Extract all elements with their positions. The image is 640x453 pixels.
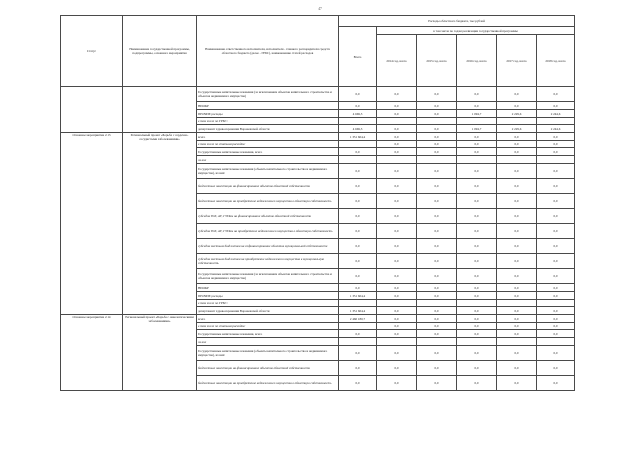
expense-label: НИОКР — [197, 102, 339, 110]
year-value: 0,0 — [497, 224, 537, 239]
year-value: 0,0 — [497, 361, 537, 376]
year-value: 0,0 — [457, 164, 497, 179]
year-value: 0,0 — [377, 376, 417, 391]
expense-label: Государственные капитальные вложения, всего — [197, 148, 339, 156]
year-value: 2 244,6 — [537, 125, 575, 133]
expense-label: субсидии местным бюджетам на софинансирование объектов муниципальной собственности — [197, 239, 339, 254]
program-cell: Региональный проект «Борьба с сердечно-сосудистыми заболеваниями» — [123, 133, 197, 315]
year-value: 0,0 — [537, 141, 575, 148]
year-value — [497, 338, 537, 346]
year-value: 0,0 — [417, 346, 457, 361]
year-value: 0,0 — [457, 141, 497, 148]
year-value: 0,0 — [497, 292, 537, 300]
year-value — [497, 156, 537, 164]
year-value: 0,0 — [377, 125, 417, 133]
year-value: 0,0 — [457, 224, 497, 239]
year-value: 0,0 — [377, 307, 417, 315]
year-value: 0,0 — [537, 239, 575, 254]
year-value: 0,0 — [457, 269, 497, 284]
table-row — [61, 315, 575, 323]
year-value: 2 244,6 — [537, 110, 575, 118]
year-value: 0,0 — [377, 330, 417, 338]
year-value: 0,0 — [537, 224, 575, 239]
total-value: 0,0 — [339, 194, 377, 209]
year-value: 0,0 — [457, 346, 497, 361]
total-value: 0,0 — [339, 284, 377, 292]
year-value: 0,0 — [457, 330, 497, 338]
year-value: 0,0 — [457, 179, 497, 194]
year-value: 0,0 — [377, 269, 417, 284]
year-value — [417, 156, 457, 164]
year-value — [457, 156, 497, 164]
year-value: 0,0 — [377, 346, 417, 361]
year-value — [497, 300, 537, 307]
year-value: 0,0 — [537, 179, 575, 194]
year-value: 0,0 — [377, 292, 417, 300]
total-value — [339, 156, 377, 164]
year-value: 0,0 — [457, 209, 497, 224]
year-value: 0,0 — [497, 148, 537, 156]
year-value: 0,0 — [457, 102, 497, 110]
year-value: 0,0 — [497, 133, 537, 141]
year-value: 0,0 — [417, 148, 457, 156]
year-value: 0,0 — [497, 254, 537, 269]
year-value: 0,0 — [537, 292, 575, 300]
status-cell: Основное мероприятие 2.13 — [61, 133, 123, 315]
year-value: 0,0 — [457, 315, 497, 323]
total-value: 0,0 — [339, 346, 377, 361]
year-value — [377, 300, 417, 307]
total-value: 0,0 — [339, 269, 377, 284]
total-value: 0,0 — [339, 164, 377, 179]
expense-label: ПРОЧИЕ расходы — [197, 292, 339, 300]
year-value: 1 094,7 — [457, 125, 497, 133]
year-value — [497, 118, 537, 125]
total-value — [339, 118, 377, 125]
year-value: 0,0 — [497, 179, 537, 194]
year-value: 0,0 — [417, 269, 457, 284]
total-value: 1 351 604,4 — [339, 292, 377, 300]
year-value: 0,0 — [537, 376, 575, 391]
expense-label: ПРОЧИЕ расходы — [197, 110, 339, 118]
total-value: 2 460 180,7 — [339, 315, 377, 323]
header-status: Статус — [61, 16, 123, 87]
total-value: 0,0 — [339, 239, 377, 254]
year-value: 0,0 — [537, 148, 575, 156]
year-value: 0,0 — [417, 307, 457, 315]
status-cell — [61, 87, 123, 133]
year-value: 0,0 — [377, 110, 417, 118]
expense-label: бюджетные инвестиции на приобретение недвижимого имущества в областную собственность — [197, 376, 339, 391]
expense-label: в том числе по статьям расходов: — [197, 141, 339, 148]
expense-label: департамент здравоохранения Воронежской области — [197, 125, 339, 133]
year-value: 0,0 — [417, 133, 457, 141]
year-value: 0,0 — [497, 164, 537, 179]
year-value: 0,0 — [377, 315, 417, 323]
header-year: 2015 год, всего — [417, 35, 457, 87]
year-value: 0,0 — [497, 346, 537, 361]
year-value: 0,0 — [417, 194, 457, 209]
year-value: 0,0 — [537, 133, 575, 141]
expense-label: Государственные капитальные вложения, всего — [197, 330, 339, 338]
year-value: 0,0 — [417, 179, 457, 194]
year-value — [537, 300, 575, 307]
expense-label: Государственные капитальные вложения (объекты капитального строительства и недвижимого имущества), из них: — [197, 346, 339, 361]
year-value — [377, 118, 417, 125]
year-value: 0,0 — [457, 292, 497, 300]
budget-table — [60, 15, 575, 391]
year-value: 0,0 — [377, 133, 417, 141]
year-value: 0,0 — [537, 87, 575, 102]
year-value: 0,0 — [457, 284, 497, 292]
year-value: 0,0 — [497, 209, 537, 224]
total-value: 0,0 — [339, 102, 377, 110]
total-value: 0,0 — [339, 87, 377, 102]
table-row — [61, 133, 575, 141]
year-value — [417, 338, 457, 346]
year-value: 0,0 — [377, 254, 417, 269]
year-value: 0,0 — [377, 102, 417, 110]
year-value: 0,0 — [537, 346, 575, 361]
expense-label: Государственные капитальные вложения (за исключением объектов капитального строительства и объектов недвижимого имущества) — [197, 269, 339, 284]
year-value: 0,0 — [377, 87, 417, 102]
year-value: 0,0 — [417, 110, 457, 118]
total-value: 4 669,3 — [339, 125, 377, 133]
year-value: 0,0 — [537, 307, 575, 315]
year-value: 0,0 — [537, 194, 575, 209]
year-value: 0,0 — [417, 141, 457, 148]
year-value: 0,0 — [417, 284, 457, 292]
year-value — [377, 338, 417, 346]
year-value — [457, 338, 497, 346]
total-value: 1 351 604,4 — [339, 133, 377, 141]
year-value: 0,0 — [377, 209, 417, 224]
year-value: 0,0 — [457, 376, 497, 391]
year-value: 0,0 — [537, 284, 575, 292]
year-value: 0,0 — [377, 164, 417, 179]
year-value: 0,0 — [457, 239, 497, 254]
year-value: 0,0 — [457, 361, 497, 376]
header-year: 2016 год, всего — [457, 35, 497, 87]
expense-label: департамент здравоохранения Воронежской области — [197, 307, 339, 315]
year-value — [417, 118, 457, 125]
year-value: 0,0 — [497, 330, 537, 338]
total-value — [339, 323, 377, 330]
total-value — [339, 300, 377, 307]
total-value: 0,0 — [339, 179, 377, 194]
year-value: 0,0 — [497, 102, 537, 110]
year-value: 0,0 — [377, 179, 417, 194]
year-value: 0,0 — [497, 315, 537, 323]
year-value: 0,0 — [497, 307, 537, 315]
year-value: 0,0 — [417, 361, 457, 376]
expense-label: субсидии ЮЛ, АУ, ГУПам на финансирование объектов областной собственности — [197, 209, 339, 224]
year-value: 0,0 — [417, 125, 457, 133]
header-year: 2018 год, всего — [537, 35, 575, 87]
total-value — [339, 338, 377, 346]
year-value: 0,0 — [537, 164, 575, 179]
year-value: 0,0 — [497, 194, 537, 209]
total-value — [339, 141, 377, 148]
year-value: 0,0 — [417, 102, 457, 110]
header-executor: Наименование ответственного исполнителя, исполнителя - главного распорядителя средств областного бюджета (далее - ГРБС), наименование статей расходов — [197, 16, 339, 87]
program-cell: Региональный проект «Борьба с онкологическими заболеваниями» — [123, 315, 197, 391]
year-value: 0,0 — [537, 361, 575, 376]
year-value: 0,0 — [377, 148, 417, 156]
year-value: 0,0 — [457, 133, 497, 141]
year-value: 0,0 — [417, 164, 457, 179]
expense-label: всего — [197, 133, 339, 141]
header-by-years: в том числе по годам реализации государственной программы — [377, 27, 575, 35]
year-value: 0,0 — [417, 323, 457, 330]
expense-label: бюджетные инвестиции на приобретение недвижимого имущества в областную собственность — [197, 194, 339, 209]
total-value: 0,0 — [339, 148, 377, 156]
expense-label: в том числе по ГРБС: — [197, 300, 339, 307]
year-value: 0,0 — [457, 194, 497, 209]
expense-label: из них — [197, 156, 339, 164]
expense-label: Государственные капитальные вложения (за исключением объектов капитального строительства и объектов недвижимого имущества) — [197, 87, 339, 102]
header-year: 2014 год, всего — [377, 35, 417, 87]
table-body — [61, 16, 575, 391]
header-total: Всего — [339, 27, 377, 87]
total-value: 0,0 — [339, 361, 377, 376]
year-value: 0,0 — [497, 269, 537, 284]
year-value: 0,0 — [537, 315, 575, 323]
year-value: 0,0 — [417, 330, 457, 338]
expense-label: в том числе по ГРБС: — [197, 118, 339, 125]
year-value — [457, 118, 497, 125]
year-value: 0,0 — [537, 209, 575, 224]
year-value: 0,0 — [417, 239, 457, 254]
total-value: 0,0 — [339, 330, 377, 338]
year-value: 0,0 — [377, 194, 417, 209]
year-value: 0,0 — [497, 239, 537, 254]
header-expenses-group: Расходы областного бюджета, тыс.рублей — [339, 16, 575, 27]
year-value: 1 094,7 — [457, 110, 497, 118]
year-value: 0,0 — [457, 87, 497, 102]
year-value: 0,0 — [417, 315, 457, 323]
table-row — [61, 87, 575, 102]
expense-label: субсидии местным бюджетам на приобретение недвижимого имущества в муниципальную собственность — [197, 254, 339, 269]
total-value: 4 669,3 — [339, 110, 377, 118]
expense-label: бюджетные инвестиции на финансирование объектов областной собственности — [197, 179, 339, 194]
year-value: 0,0 — [457, 148, 497, 156]
year-value: 2 229,6 — [497, 125, 537, 133]
status-cell: Основное мероприятие 2.14 — [61, 315, 123, 391]
page-number: 47 — [318, 7, 322, 11]
year-value: 0,0 — [457, 254, 497, 269]
year-value: 0,0 — [537, 269, 575, 284]
year-value — [377, 156, 417, 164]
year-value: 0,0 — [537, 254, 575, 269]
total-value: 0,0 — [339, 254, 377, 269]
year-value: 0,0 — [497, 87, 537, 102]
year-value: 0,0 — [377, 361, 417, 376]
year-value: 0,0 — [417, 209, 457, 224]
year-value: 0,0 — [537, 330, 575, 338]
expense-label: бюджетные инвестиции на финансирование объектов областной собственности — [197, 361, 339, 376]
year-value — [537, 118, 575, 125]
year-value: 0,0 — [417, 224, 457, 239]
year-value — [537, 156, 575, 164]
expense-label: Государственные капитальные вложения (объекты капитального строительства и недвижимого имущества), из них: — [197, 164, 339, 179]
program-cell — [123, 87, 197, 133]
year-value: 0,0 — [377, 284, 417, 292]
year-value — [457, 300, 497, 307]
header-year: 2017 год, всего — [497, 35, 537, 87]
year-value: 0,0 — [457, 307, 497, 315]
year-value — [537, 338, 575, 346]
header-row-1 — [61, 16, 575, 27]
expense-label: в том числе по статьям расходов: — [197, 323, 339, 330]
year-value: 0,0 — [417, 292, 457, 300]
year-value: 0,0 — [377, 239, 417, 254]
year-value: 0,0 — [497, 284, 537, 292]
year-value: 0,0 — [497, 323, 537, 330]
expense-label: из них — [197, 338, 339, 346]
year-value: 0,0 — [417, 87, 457, 102]
year-value: 0,0 — [377, 323, 417, 330]
expense-label: субсидии ЮЛ, АУ, ГУПам на приобретение недвижимого имущества в областную собственность — [197, 224, 339, 239]
expense-label: всего — [197, 315, 339, 323]
year-value: 0,0 — [537, 102, 575, 110]
year-value: 0,0 — [377, 141, 417, 148]
year-value: 0,0 — [417, 254, 457, 269]
year-value — [417, 300, 457, 307]
total-value: 0,0 — [339, 209, 377, 224]
total-value: 0,0 — [339, 376, 377, 391]
expense-label: НИОКР — [197, 284, 339, 292]
year-value: 0,0 — [537, 323, 575, 330]
header-program: Наименование государственной программы, подпрограммы, основного мероприятия — [123, 16, 197, 87]
year-value: 0,0 — [417, 376, 457, 391]
year-value: 0,0 — [377, 224, 417, 239]
year-value: 0,0 — [497, 141, 537, 148]
year-value: 2 229,6 — [497, 110, 537, 118]
total-value: 0,0 — [339, 224, 377, 239]
year-value: 0,0 — [497, 376, 537, 391]
total-value: 1 351 604,4 — [339, 307, 377, 315]
year-value: 0,0 — [457, 323, 497, 330]
